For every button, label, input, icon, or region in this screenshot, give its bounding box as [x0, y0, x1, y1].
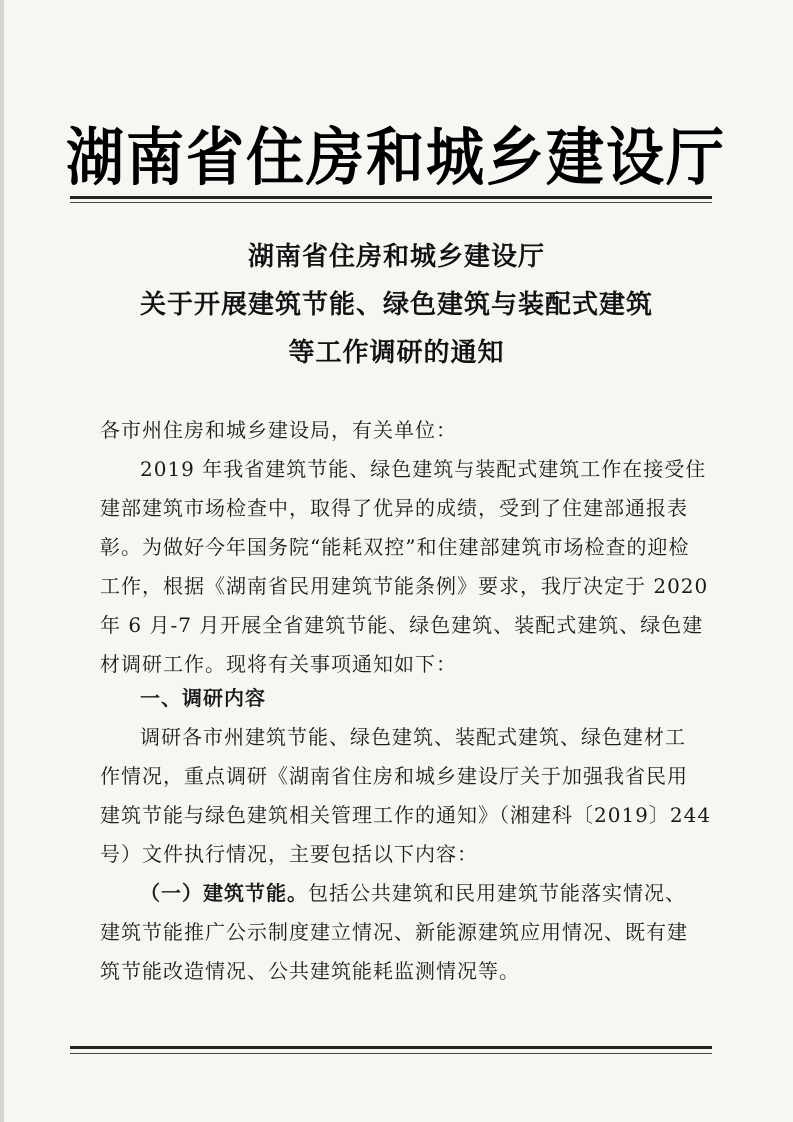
- footer-rule-thin: [70, 1053, 712, 1054]
- paragraph-2-line: 作情况，重点调研《湖南省住房和城乡建设厅关于加强我省民用: [100, 764, 688, 788]
- item-1-line: 建筑节能推广公示制度建立情况、新能源建筑应用情况、既有建: [100, 920, 688, 944]
- document-title-line-3: 等工作调研的通知: [288, 338, 505, 368]
- paragraph-2-line: 号）文件执行情况，主要包括以下内容：: [100, 842, 478, 866]
- paragraph-1-line: 工作，根据《湖南省民用建筑节能条例》要求，我厅决定于 2020: [100, 574, 709, 598]
- item-1-label: （一）建筑节能。: [140, 881, 308, 905]
- item-1-first-line: [140, 877, 700, 906]
- agency-letterhead: 湖南省住房和城乡建设厅: [65, 120, 726, 195]
- paragraph-2-line: 调研各市州建筑节能、绿色建筑、装配式建筑、绿色建材工: [140, 725, 686, 749]
- paragraph-1-line: 彰。为做好今年国务院“能耗双控”和住建部建筑市场检查的迎检: [100, 535, 690, 559]
- item-1-text: 包括公共建筑和民用建筑节能落实情况、: [308, 881, 686, 905]
- section-1-heading: 一、调研内容: [140, 686, 266, 710]
- letterhead-rule-thick: [70, 196, 712, 199]
- paragraph-1-line: 年 6 月-7 月开展全省建筑节能、绿色建筑、装配式建筑、绿色建: [100, 613, 704, 637]
- salutation: 各市州住房和城乡建设局，有关单位：: [100, 418, 457, 442]
- item-1-line: 筑节能改造情况、公共建筑能耗监测情况等。: [100, 959, 520, 983]
- paragraph-1-line: 材调研工作。现将有关事项通知如下：: [100, 652, 457, 676]
- scan-edge: [0, 0, 4, 1122]
- paragraph-1-line: 建部建筑市场检查中，取得了优异的成绩，受到了住建部通报表: [100, 496, 688, 520]
- letterhead-rule-thin: [70, 202, 712, 203]
- paragraph-2-line: 建筑节能与绿色建筑相关管理工作的通知》（湘建科〔2019〕244: [100, 803, 712, 827]
- document-title-line-2: 关于开展建筑节能、绿色建筑与装配式建筑: [139, 290, 653, 320]
- document-title-line-1: 湖南省住房和城乡建设厅: [247, 242, 545, 272]
- footer-rule-thick: [70, 1046, 712, 1049]
- paragraph-1-line: 2019 年我省建筑节能、绿色建筑与装配式建筑工作在接受住: [140, 457, 707, 481]
